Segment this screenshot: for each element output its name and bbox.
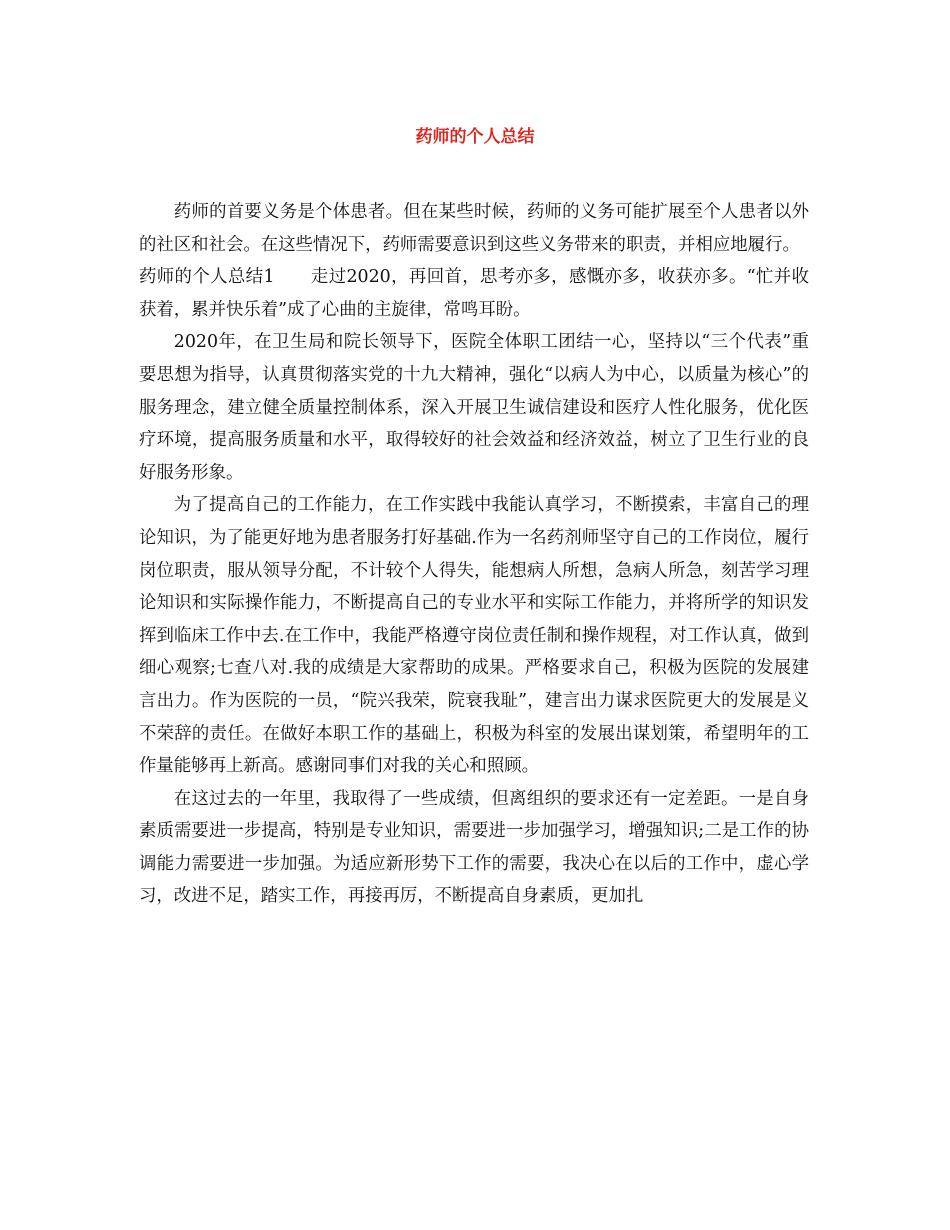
paragraph-2: 2020年，在卫生局和院长领导下，医院全体职工团结一心，坚持以“三个代表”重要思想为指导，认真贯彻落实党的十九大精神，强化“以病人为中心，以质量为核心”的服务理念，建立健全质量控制体系，深入开展卫生诚信建设和医疗人性化服务，优化医疗环境，提高服务质量和水平，取得较好的社会效益和经济效益，树立了卫生行业的良好服务形象。 bbox=[139, 332, 809, 483]
intro-paragraph: 药师的首要义务是个体患者。但在某些时候，药师的义务可能扩展至个人患者以外的社区和社会。在这些情况下，药师需要意识到这些义务带来的职责，并相应地履行。 bbox=[139, 202, 809, 255]
paragraph-4: 在这过去的一年里，我取得了一些成绩，但离组织的要求还有一定差距。一是自身素质需要进一步提高，特别是专业知识，需要进一步加强学习，增强知识;二是工作的协调能力需要进一步加强。为适应新形势下工作的需要，我决心在以后的工作中，虚心学习，改进不足，踏实工作，再接再厉，不断提高自身素质，更加扎 bbox=[139, 788, 809, 907]
document-body bbox=[139, 196, 809, 913]
paragraph-3: 为了提高自己的工作能力，在工作实践中我能认真学习，不断摸索，丰富自己的理论知识，为了能更好地为患者服务打好基础.作为一名药剂师坚守自己的工作岗位，履行岗位职责，服从领导分配，不计较个人得失，能想病人所想，急病人所急，刻苦学习理论知识和实际操作能力，不断提高自己的专业水平和实际工作能力，并将所学的知识发挥到临床工作中去.在工作中，我能严格遵守岗位责任制和操作规程，对工作认真，做到细心观察;七查八对.我的成绩是大家帮助的成果。严格要求自己，积极为医院的发展建言出力。作为医院的一员，“院兴我荣，院衰我耻”，建言出力谋求医院更大的发展是义不荣辞的责任。在做好本职工作的基础上，积极为科室的发展出谋划策，希望明年的工作量能够再上新高。感谢同事们对我的关心和照顾。 bbox=[139, 495, 809, 777]
section-paragraph bbox=[139, 261, 809, 326]
section-heading: 药师的个人总结1 bbox=[139, 267, 275, 288]
document-title: 药师的个人总结 bbox=[415, 127, 535, 147]
section-lead: 走过2020，再回首，思考亦多，感慨亦多，收获亦多。“忙并收获着，累并快乐着”成了心曲的主旋律，常鸣耳盼。 bbox=[139, 267, 809, 320]
